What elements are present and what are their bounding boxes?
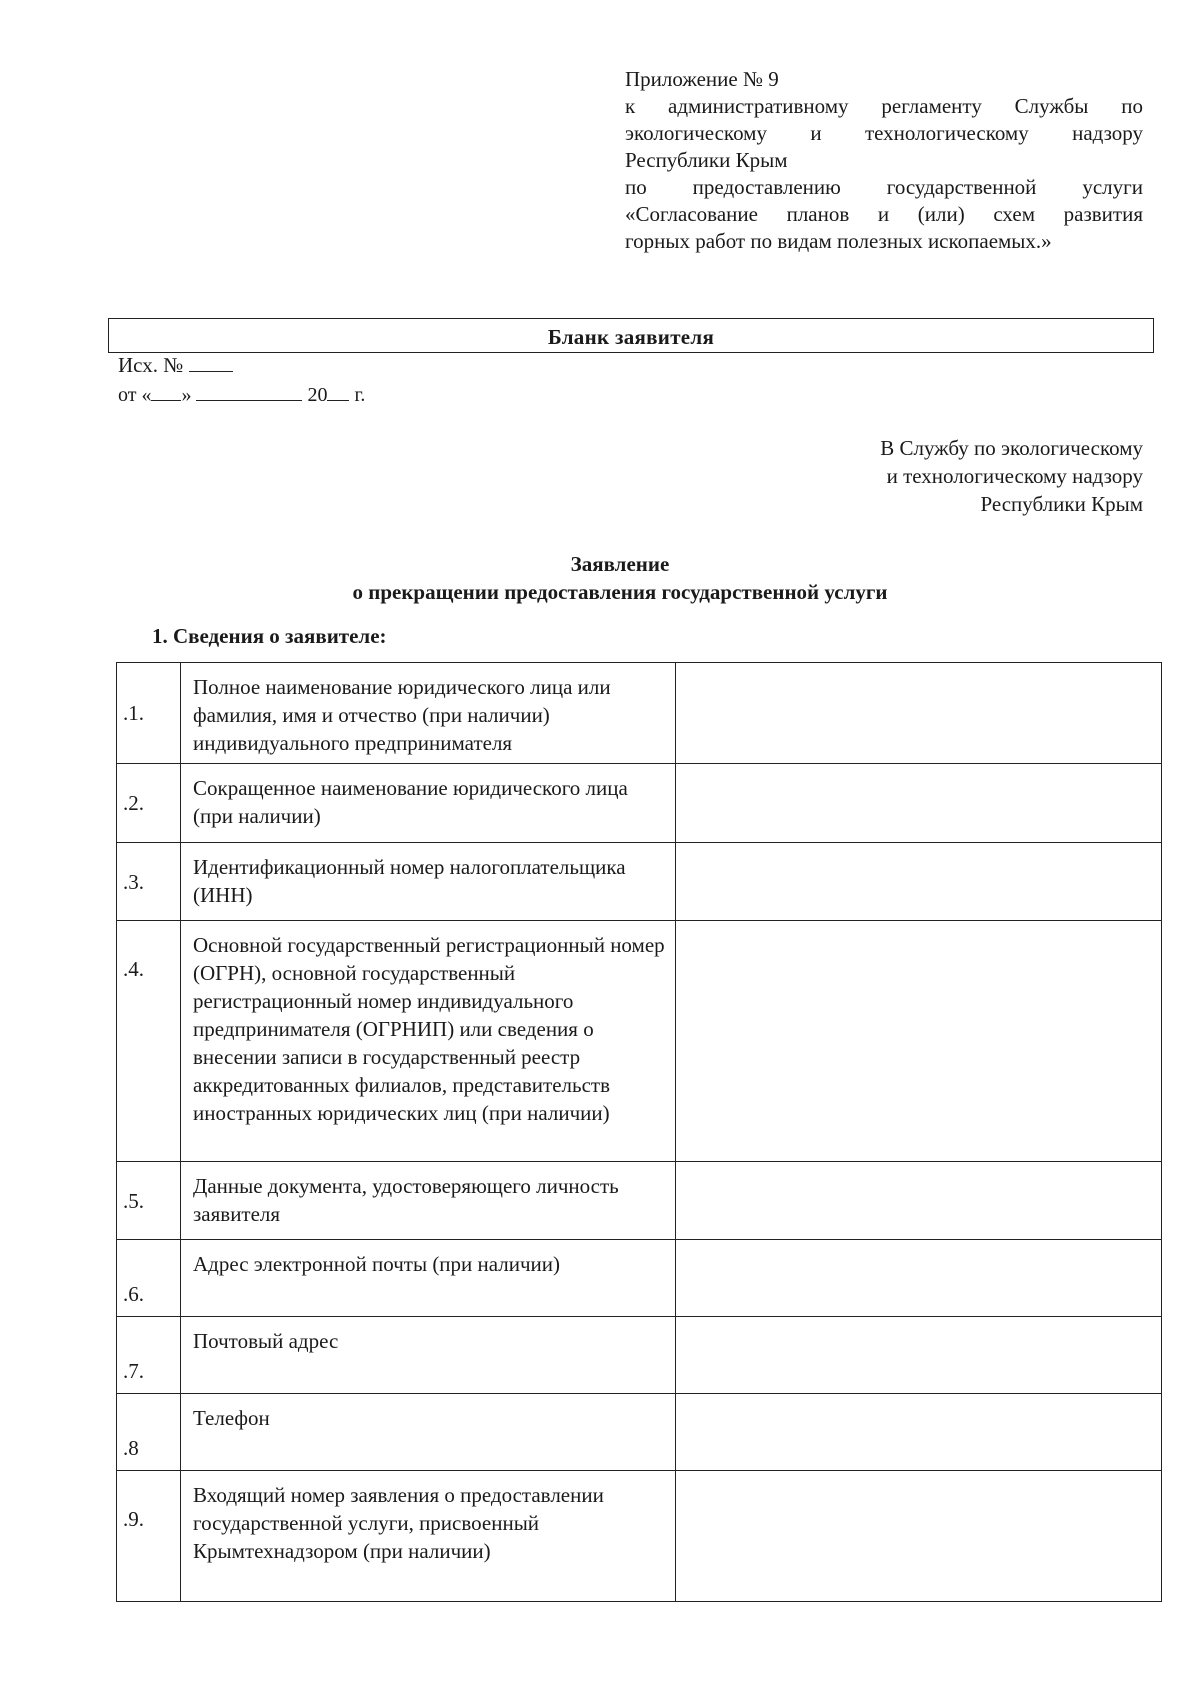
table-row [117, 1162, 1162, 1240]
row-number: .7. [117, 1317, 181, 1394]
table-row [117, 663, 1162, 764]
table-row [117, 1471, 1162, 1602]
month-field[interactable] [196, 380, 302, 401]
annex-header [625, 66, 1143, 255]
row-value-field[interactable] [676, 1394, 1162, 1471]
document-subtitle: о прекращении предоставления государственной услуги [352, 580, 888, 604]
year-suffix: г. [354, 384, 366, 406]
table-row [117, 921, 1162, 1162]
year-prefix: 20 [307, 384, 328, 406]
row-number: .3. [117, 843, 181, 921]
table-row [117, 764, 1162, 843]
row-label: Адрес электронной почты (при наличии) [181, 1240, 676, 1317]
row-value-field[interactable] [676, 921, 1162, 1162]
row-label: Почтовый адрес [181, 1317, 676, 1394]
document-title: Заявление [570, 552, 670, 576]
table-row [117, 1317, 1162, 1394]
day-field[interactable] [151, 380, 181, 401]
letterhead-title: Бланк заявителя [547, 325, 715, 349]
annex-line: по предоставлению государственной услуги [625, 175, 1143, 199]
row-label: Основной государственный регистрационный номер (ОГРН), основной государственный регистрационный номер индивидуального предпринимателя (ОГРНИП) или сведения о внесении записи в государственный реестр аккредитованных филиалов, представительств иностранных юридических лиц (при наличии) [181, 921, 676, 1162]
row-label: Сокращенное наименование юридического лица (при наличии) [181, 764, 676, 843]
row-number: .9. [117, 1471, 181, 1602]
outgoing-number-label: Исх. № [118, 353, 184, 377]
date-prefix: от « [118, 384, 152, 406]
row-number: .8 [117, 1394, 181, 1471]
row-label: Данные документа, удостоверяющего личность заявителя [181, 1162, 676, 1240]
row-number: .1. [117, 663, 181, 764]
applicant-letterhead-box [108, 318, 1154, 353]
addressee-line: и технологическому надзору [886, 464, 1143, 488]
date-mid: » [181, 384, 192, 406]
row-value-field[interactable] [676, 1240, 1162, 1317]
annex-line: к административному регламенту Службы по [625, 94, 1143, 118]
row-value-field[interactable] [676, 1471, 1162, 1602]
row-label: Идентификационный номер налогоплательщика (ИНН) [181, 843, 676, 921]
annex-number: Приложение № 9 [625, 67, 779, 91]
row-label: Входящий номер заявления о предоставлении государственной услуги, присвоенный Крымтехнадзором (при наличии) [181, 1471, 676, 1602]
row-number: .5. [117, 1162, 181, 1240]
document-heading [0, 550, 1200, 606]
annex-line: «Согласование планов и (или) схем развития [625, 202, 1143, 226]
row-value-field[interactable] [676, 1317, 1162, 1394]
addressee-line: Республики Крым [980, 492, 1143, 516]
table-row [117, 843, 1162, 921]
annex-line: горных работ по видам полезных ископаемых.» [625, 229, 1052, 253]
row-value-field[interactable] [676, 764, 1162, 843]
row-value-field[interactable] [676, 1162, 1162, 1240]
row-value-field[interactable] [676, 843, 1162, 921]
outgoing-reference [118, 350, 365, 410]
row-label: Полное наименование юридического лица или фамилия, имя и отчество (при наличии) индивидуального предпринимателя [181, 663, 676, 764]
row-label: Телефон [181, 1394, 676, 1471]
applicant-info-table [116, 662, 1162, 1602]
row-number: .4. [117, 921, 181, 1162]
table-row [117, 1394, 1162, 1471]
addressee [880, 434, 1143, 518]
addressee-line: В Службу по экологическому [880, 436, 1143, 460]
row-value-field[interactable] [676, 663, 1162, 764]
outgoing-number-field[interactable] [189, 351, 233, 372]
table-row [117, 1240, 1162, 1317]
section-title: 1. Сведения о заявителе: [152, 624, 387, 648]
annex-line: экологическому и технологическому надзору [625, 121, 1143, 145]
annex-line: Республики Крым [625, 148, 788, 172]
row-number: .2. [117, 764, 181, 843]
row-number: .6. [117, 1240, 181, 1317]
year-field[interactable] [327, 380, 349, 401]
